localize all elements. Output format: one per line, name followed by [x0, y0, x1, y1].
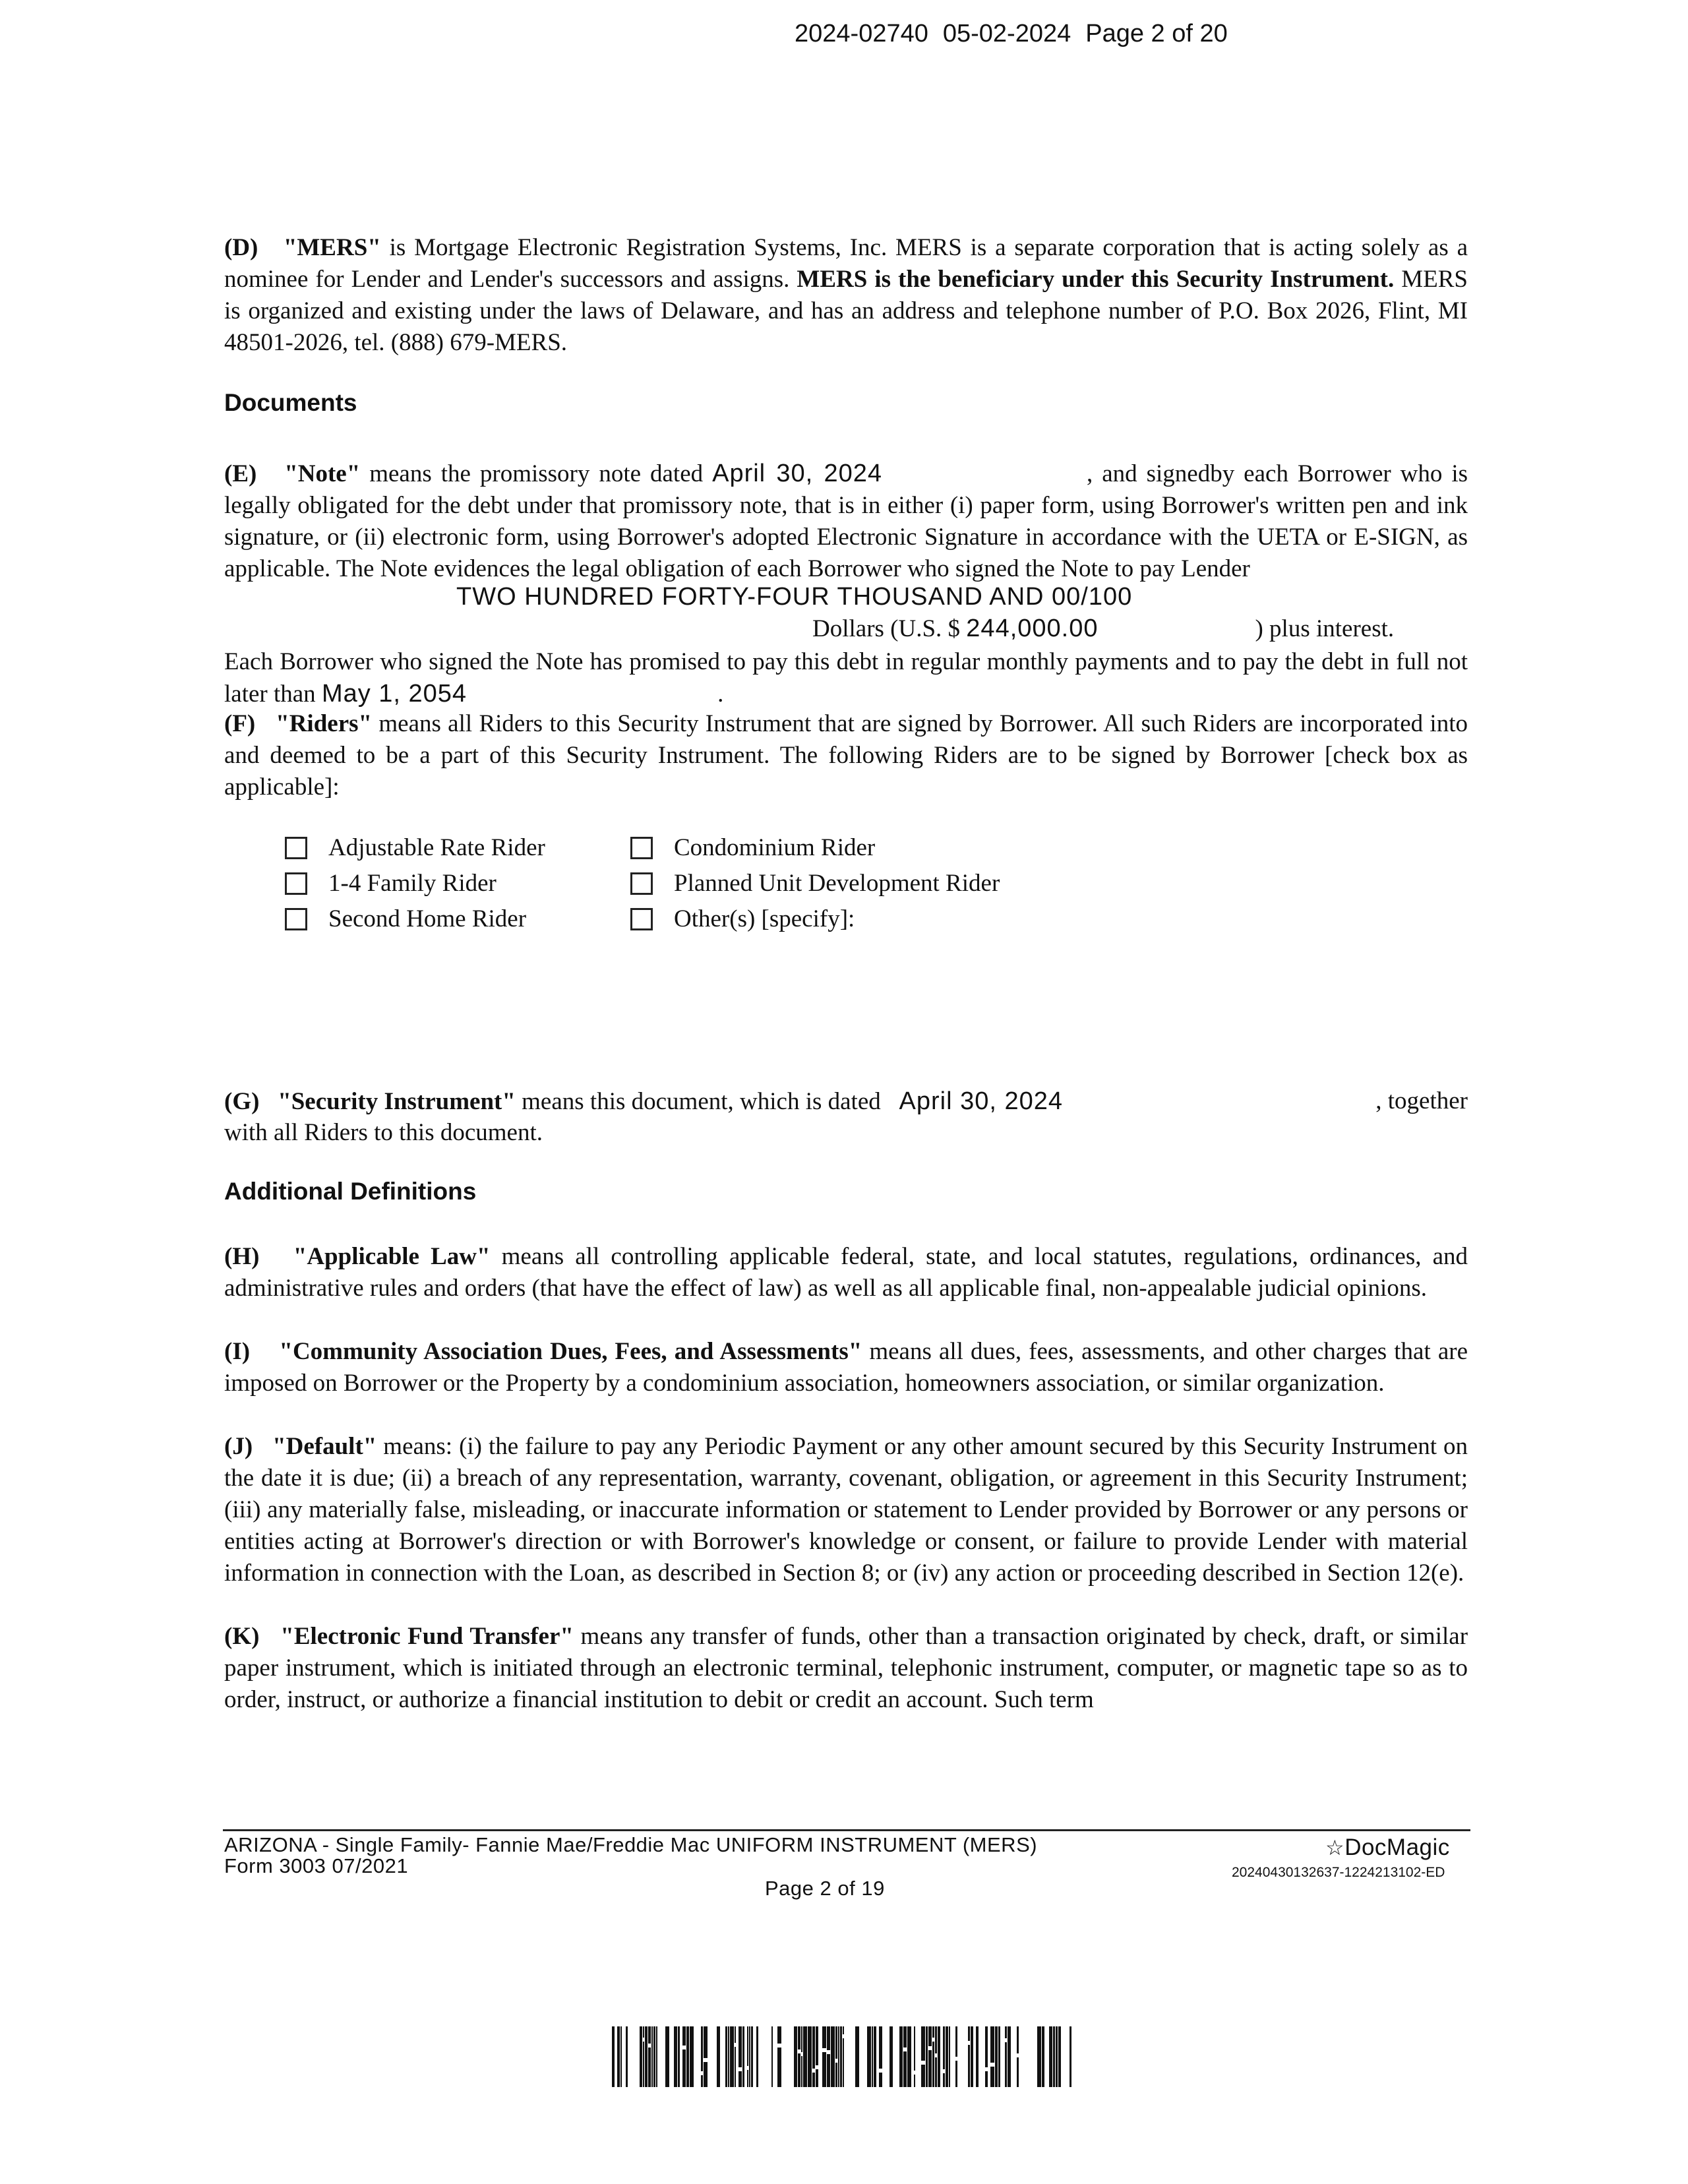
definition-term: "MERS": [283, 234, 381, 261]
definition-term: "Electronic Fund Transfer": [280, 1623, 574, 1650]
rider-label: Adjustable Rate Rider: [328, 834, 545, 861]
definition-k-electronic-fund-transfer: [224, 1621, 1468, 1716]
definition-label: (E): [224, 460, 257, 487]
stamp-date: 05-02-2024: [942, 20, 1071, 47]
maturity-date-field: May 1, 2054: [321, 680, 467, 708]
definition-text: means the promissory note dated: [360, 460, 713, 487]
definition-term: "Applicable Law": [293, 1243, 491, 1270]
definition-label: (D): [224, 234, 258, 261]
definition-text: means any transfer of funds, other than a transaction originated by check, draft, or similar paper instrument, which is initiated through an electronic terminal, telephonic instrument, computer, or magnetic tape so as to order, instruct, or authorize a financial institution to debit or credit an account. Such term: [224, 1623, 1468, 1713]
checkbox-1-4-family[interactable]: [285, 872, 307, 895]
definition-text: , together: [1375, 1087, 1468, 1114]
definition-term: "Community Association Dues, Fees, and Assessments": [279, 1338, 862, 1365]
definition-term: "Note": [284, 460, 361, 487]
footer-divider: [223, 1829, 1470, 1831]
definition-f-riders: [224, 708, 1468, 803]
rider-adjustable-rate: [285, 834, 545, 862]
loan-amount-words: TWO HUNDRED FORTY-FOUR THOUSAND AND 00/100: [456, 583, 1133, 611]
footer-document-id: 20240430132637-1224213102-ED: [1232, 1865, 1445, 1880]
rider-condominium: [630, 834, 875, 862]
definition-label: (G): [224, 1088, 260, 1115]
section-heading-documents: Documents: [224, 389, 357, 416]
recording-stamp: [795, 20, 1228, 48]
definition-j-default: [224, 1431, 1468, 1589]
definition-label: (K): [224, 1623, 260, 1650]
loan-amount-field: 244,000.00: [966, 615, 1099, 642]
definition-text: means this document, which is dated: [515, 1088, 881, 1115]
checkbox-adjustable-rate[interactable]: [285, 837, 307, 859]
definition-text: , and signedby each Borrower who is legally obligated for the debt under that promissory note, that is in either (i) paper form, using Borrower's written pen and ink signature, or (ii) electronic form, using Borrower's adopted Electronic Signature in accordance with the UETA or E-SIGN, as applicable. The Note evidences the legal obligation of each Borrower who signed the Note to pay Lender: [224, 460, 1468, 582]
definition-term: "Default": [272, 1433, 377, 1460]
checkbox-second-home[interactable]: [285, 908, 307, 930]
rider-label: Second Home Rider: [328, 905, 527, 932]
rider-planned-unit-development: [630, 869, 1000, 897]
definition-term: "Security Instrument": [278, 1088, 516, 1115]
definition-label: (H): [224, 1243, 260, 1270]
star-icon: ☆: [1325, 1836, 1345, 1860]
definition-text: means all controlling applicable federal, state, and local statutes, regulations, ordinances, and administrative rules and orders (that have the effect of law) as well as all applicable final, non-appealable judicial opinions.: [224, 1243, 1468, 1302]
checkbox-planned-unit-development[interactable]: [630, 872, 653, 895]
definition-text: means all Riders to this Security Instrument that are signed by Borrower. All such Riders are incorporated into and deemed to be a part of this Security Instrument. The following Riders are to be signed by Borrower [check box as applicable]:: [224, 710, 1468, 801]
dollars-label: Dollars (U.S. $: [812, 615, 961, 642]
stamp-doc-number: 2024-02740: [795, 20, 928, 47]
rider-label: Other(s) [specify]:: [674, 905, 855, 932]
maturity-period: .: [717, 681, 724, 708]
definition-e-maturity: [224, 646, 1468, 710]
definition-bold-text: MERS is the beneficiary under this Security Instrument.: [797, 266, 1395, 293]
loan-amount-line: [812, 615, 1394, 643]
rider-label: Condominium Rider: [674, 834, 876, 861]
definition-i-community-association: [224, 1336, 1468, 1399]
definition-text: means: (i) the failure to pay any Periodic Payment or any other amount secured by this Security Instrument on the date it is due; (ii) a breach of any representation, warranty, covenant, obligation, or agreement in this Security Instrument; (iii) any materially false, misleading, or inaccurate information or statement to Lender provided by Borrower or any persons or entities acting at Borrower's direction or with Borrower's knowledge or consent, or failure to provide Lender with material information in connection with the Loan, as described in Section 8; or (iv) any action or proceeding described in Section 12(e).: [224, 1433, 1468, 1587]
rider-label: 1-4 Family Rider: [328, 870, 497, 897]
note-date-field: April 30, 2024: [712, 460, 883, 487]
definition-label: (I): [224, 1338, 251, 1365]
definition-h-applicable-law: [224, 1241, 1468, 1304]
definition-label: (J): [224, 1433, 253, 1460]
definition-text: MERS is organized and existing under the laws of Delaware, and has an address and telephone number of P.O. Box 2026, Flint, MI 48501-2026, tel. (888) 679-MERS.: [224, 266, 1468, 356]
checkbox-others[interactable]: [630, 908, 653, 930]
footer-page-number: Page 2 of 19: [765, 1877, 885, 1900]
docmagic-logo: [1325, 1835, 1450, 1861]
definition-label: (F): [224, 710, 256, 737]
security-instrument-date-field: April 30, 2024: [899, 1087, 1064, 1115]
rider-label: Planned Unit Development Rider: [674, 870, 1000, 897]
rider-others: [630, 905, 855, 933]
rider-1-4-family: [285, 869, 497, 897]
rider-second-home: [285, 905, 526, 933]
definition-text: is Mortgage Electronic Registration Systems, Inc. MERS is a separate corporation that is acting solely as a nominee for Lender and Lender's successors and assigns.: [224, 234, 1468, 293]
plus-interest-label: ) plus interest.: [1255, 615, 1395, 642]
footer-form-title: ARIZONA - Single Family- Fannie Mae/Freddie Mac UNIFORM INSTRUMENT (MERS): [224, 1833, 1038, 1856]
section-heading-additional-definitions: Additional Definitions: [224, 1178, 477, 1205]
footer-form-number: Form 3003 07/2021: [224, 1854, 409, 1877]
definition-g-security-instrument: [224, 1085, 1468, 1118]
stamp-page: Page 2 of 20: [1085, 20, 1228, 47]
checkbox-condominium[interactable]: [630, 837, 653, 859]
definition-d-mers: [224, 232, 1468, 359]
definition-text: means all dues, fees, assessments, and other charges that are imposed on Borrower or the Property by a condominium association, homeowners association, or similar organization.: [224, 1338, 1468, 1397]
definition-term: "Riders": [276, 710, 373, 737]
docmagic-brand: DocMagic: [1344, 1835, 1450, 1860]
definition-text: Each Borrower who signed the Note has promised to pay this debt in regular monthly payments and to pay the debt in full not later than: [224, 648, 1468, 708]
definition-g-continuation: with all Riders to this document.: [224, 1119, 543, 1146]
barcode-image: [612, 2026, 1073, 2087]
definition-e-note: [224, 458, 1468, 585]
